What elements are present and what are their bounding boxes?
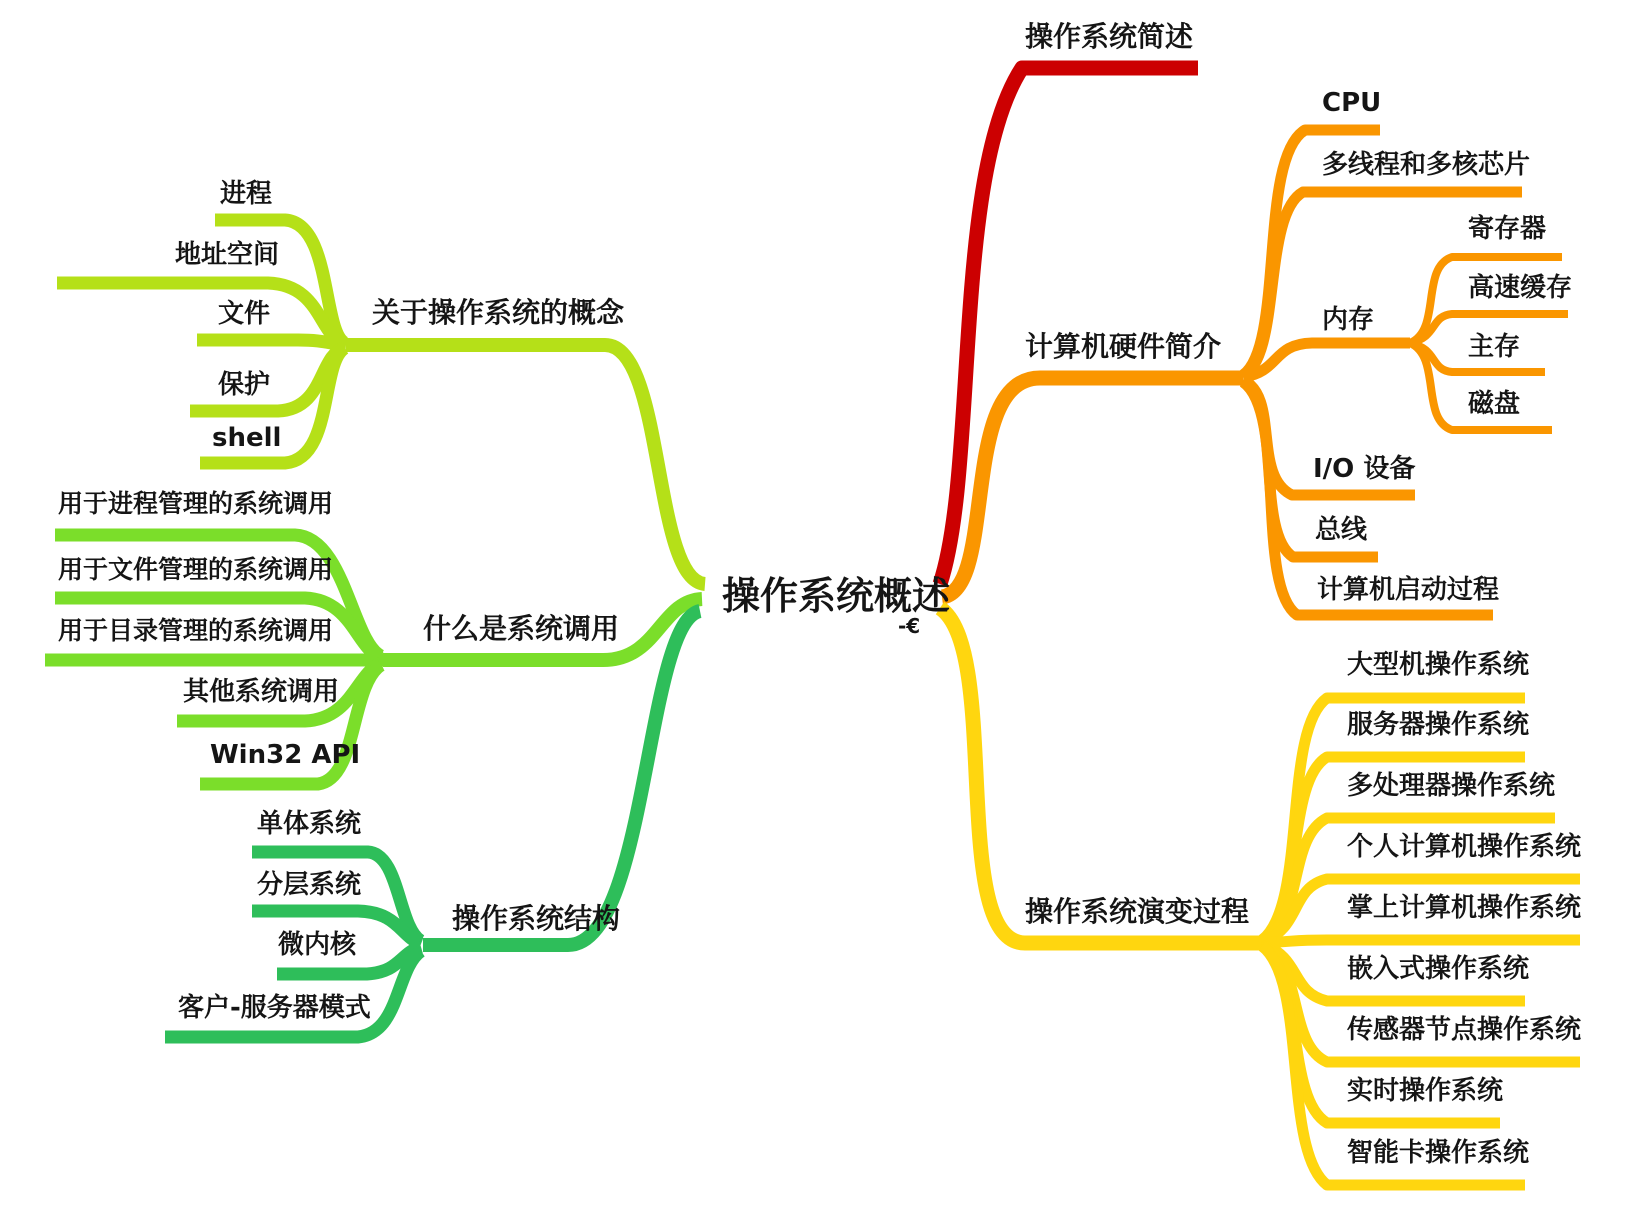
- node-realtime-os[interactable]: 实时操作系统: [1347, 1076, 1504, 1106]
- branch-hardware[interactable]: 计算机硬件简介: [1025, 330, 1222, 363]
- node-layered[interactable]: 分层系统: [257, 870, 362, 900]
- node-file-syscalls[interactable]: 用于文件管理的系统调用: [58, 555, 334, 584]
- node-win32-api[interactable]: Win32 API: [210, 740, 361, 770]
- node-memory[interactable]: 内存: [1322, 305, 1375, 335]
- node-microkernel[interactable]: 微内核: [278, 930, 357, 960]
- branch-structure[interactable]: 操作系统结构: [452, 902, 621, 935]
- root-node[interactable]: 操作系统概述: [722, 574, 951, 618]
- node-cache[interactable]: 高速缓存: [1468, 273, 1573, 303]
- node-embedded-os[interactable]: 嵌入式操作系统: [1347, 954, 1530, 984]
- branch-line-concepts: [346, 345, 705, 584]
- node-register[interactable]: 寄存器: [1468, 214, 1547, 244]
- node-bus[interactable]: 总线: [1315, 515, 1368, 545]
- child-line-handheld-os: [1262, 940, 1580, 943]
- node-cpu[interactable]: CPU: [1322, 88, 1382, 118]
- node-address-space[interactable]: 地址空间: [175, 240, 280, 270]
- node-dir-syscalls[interactable]: 用于目录管理的系统调用: [58, 616, 334, 645]
- branch-evolution[interactable]: 操作系统演变过程: [1025, 895, 1250, 928]
- node-multithread[interactable]: 多线程和多核芯片: [1322, 150, 1531, 180]
- node-multiprocessor-os[interactable]: 多处理器操作系统: [1347, 771, 1556, 801]
- node-mainframe-os[interactable]: 大型机操作系统: [1347, 650, 1530, 680]
- node-process[interactable]: 进程: [220, 179, 273, 209]
- node-sensor-os[interactable]: 传感器节点操作系统: [1347, 1015, 1582, 1045]
- node-shell[interactable]: shell: [212, 423, 282, 453]
- collapse-indicator-icon[interactable]: -€: [898, 614, 921, 638]
- node-file[interactable]: 文件: [218, 299, 271, 329]
- node-process-syscalls[interactable]: 用于进程管理的系统调用: [58, 489, 334, 518]
- node-disk[interactable]: 磁盘: [1468, 389, 1521, 419]
- node-handheld-os[interactable]: 掌上计算机操作系统: [1347, 893, 1582, 923]
- child-line-memory: [1243, 343, 1410, 377]
- node-monolithic[interactable]: 单体系统: [257, 809, 362, 839]
- node-other-syscalls[interactable]: 其他系统调用: [183, 677, 340, 707]
- child-line-file: [197, 340, 346, 345]
- branch-os-brief[interactable]: 操作系统简述: [1025, 20, 1194, 53]
- branch-syscalls[interactable]: 什么是系统调用: [423, 612, 620, 645]
- node-server-os[interactable]: 服务器操作系统: [1347, 710, 1530, 740]
- node-main-memory[interactable]: 主存: [1468, 332, 1521, 362]
- branch-line-hardware: [942, 378, 1243, 597]
- branch-concepts[interactable]: 关于操作系统的概念: [372, 296, 625, 329]
- node-smartcard-os[interactable]: 智能卡操作系统: [1347, 1138, 1530, 1168]
- node-boot-process[interactable]: 计算机启动过程: [1317, 575, 1500, 605]
- branch-line-evolution: [940, 608, 1262, 943]
- node-io-devices[interactable]: I/O 设备: [1313, 454, 1416, 484]
- node-pc-os[interactable]: 个人计算机操作系统: [1347, 832, 1582, 862]
- node-protection[interactable]: 保护: [218, 370, 271, 400]
- node-client-server[interactable]: 客户-服务器模式: [178, 993, 371, 1023]
